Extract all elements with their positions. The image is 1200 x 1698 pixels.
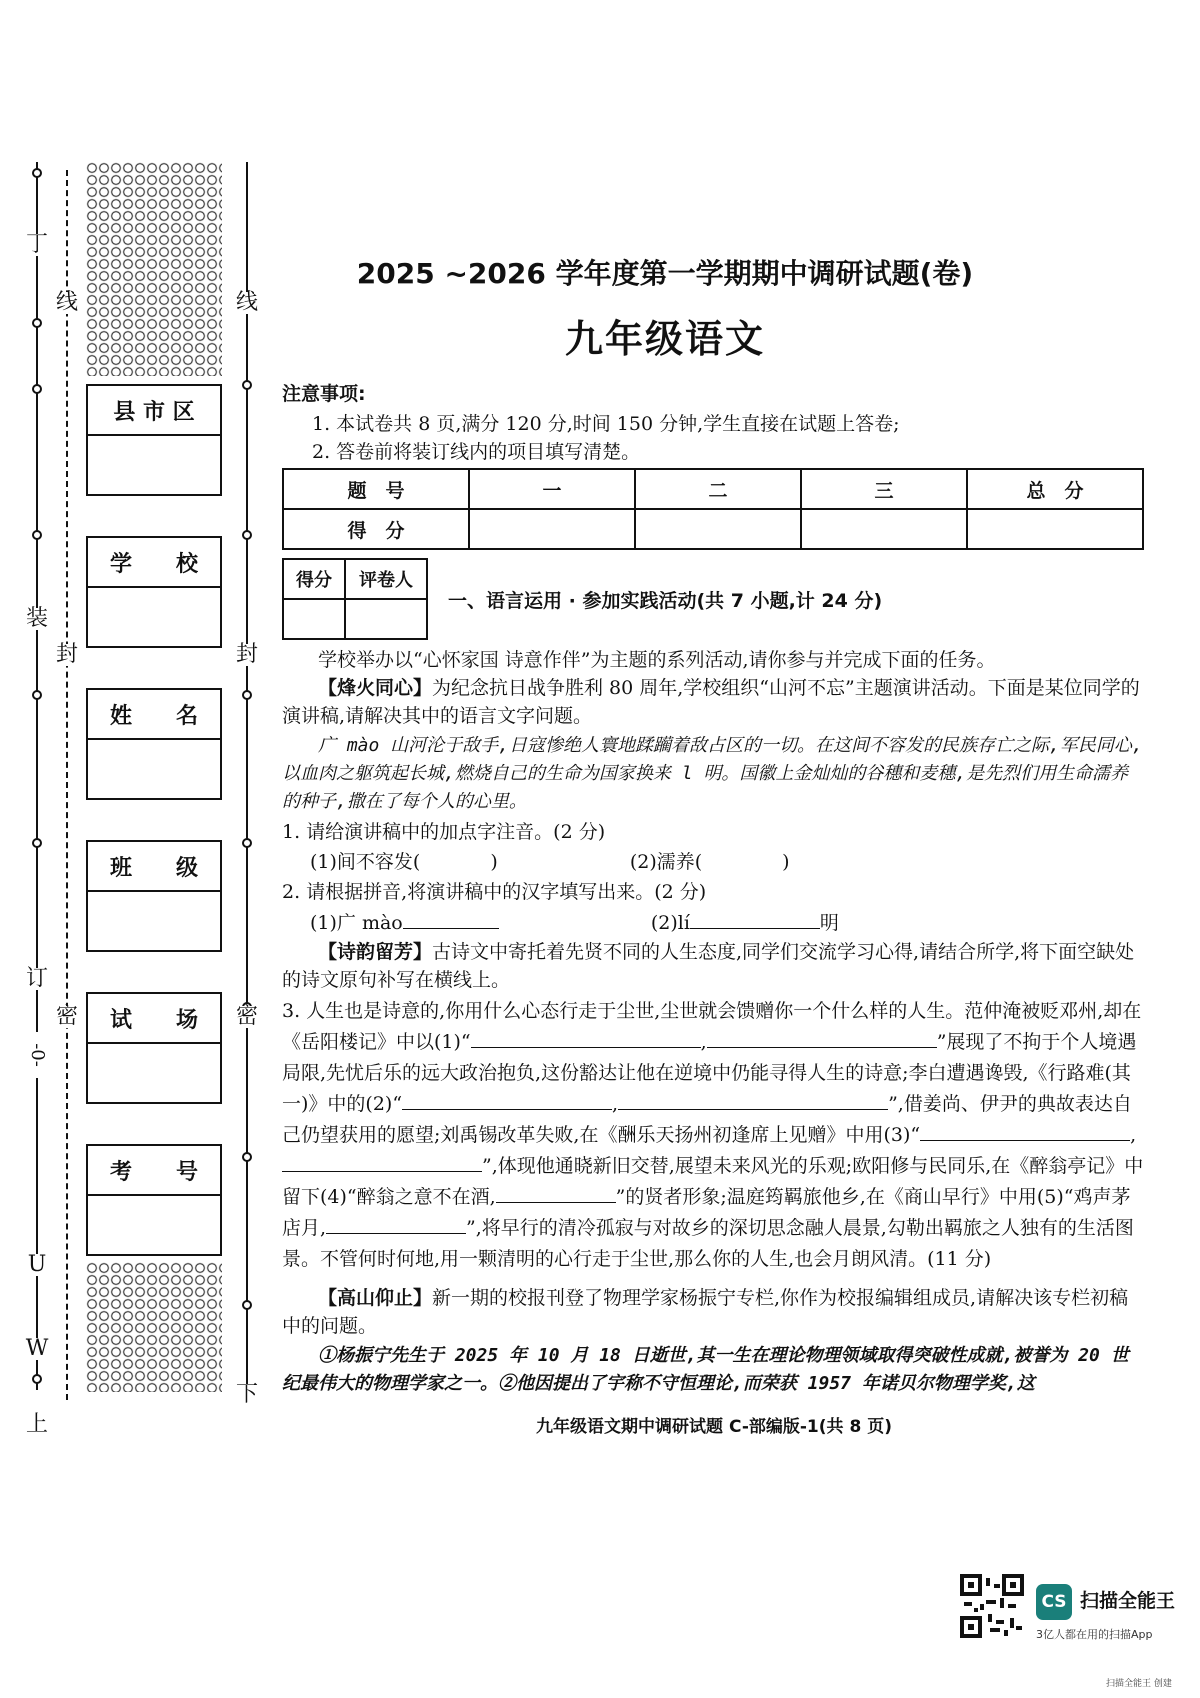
question-1: 1. 请给演讲稿中的加点字注音。(2 分) <box>282 821 606 843</box>
scanner-tagline: 3亿人都在用的扫描App <box>1036 1628 1153 1641</box>
answer-blank[interactable] <box>282 1151 482 1172</box>
inner-binding-line <box>246 162 248 1402</box>
name-field[interactable] <box>86 688 222 800</box>
score-input-cell[interactable] <box>635 509 801 549</box>
grader-table <box>282 558 428 640</box>
margin-char: 封 <box>232 644 262 666</box>
score-input-cell[interactable] <box>469 509 635 549</box>
binding-bead <box>242 838 252 848</box>
exam-subject: 九年级语文 <box>564 317 765 361</box>
class-label: 班 级 <box>88 842 220 892</box>
fire-tag: 【烽火同心】 <box>318 677 433 699</box>
grader-score-cell[interactable] <box>283 599 345 639</box>
scanner-corner-note: 扫描全能王 创建 <box>1106 1679 1172 1689</box>
notice-item: 1. 本试卷共 8 页,满分 120 分,时间 150 分钟,学生直接在试题上答卷; <box>312 413 900 435</box>
score-row-label: 得 分 <box>283 509 469 549</box>
speech-draft: 广 mào 山河沦于敌手,日寇惨绝人寰地蹂躏着敌占区的一切。在这间不容发的民族存亡之际,军民同心,以血肉之躯筑起长城,燃烧自己的生命为国家换来 l 明。国徽上金灿灿的谷穗和麦穗,是先烈们用生命濡养的种子,撒在了每个人的心里。 <box>282 735 1143 812</box>
answer-blank[interactable] <box>618 1089 888 1110</box>
q3-comma: , <box>612 1093 619 1115</box>
answer-blank[interactable] <box>496 1182 616 1203</box>
margin-marker: -0- <box>26 1032 48 1078</box>
q3-text: ”,将早行的清冷孤寂与对故乡的深切思念融人晨景,勾勒出羁旅之人独有的生活图景。不管何时何地,用一颗清明的心行走于尘世,那么你的人生,也会月朗风清。(11 分) <box>282 1217 1134 1270</box>
q3-text: ”的贤者形象;温庭筠羁旅他乡,在《商山早行》中用(5)“鸡声茅店月, <box>282 1186 1131 1239</box>
school-label: 学 校 <box>88 538 220 588</box>
exam-number-field[interactable] <box>86 1144 222 1256</box>
outer-binding-line <box>36 162 38 1390</box>
margin-char: 线 <box>52 292 82 314</box>
q3-text: ”,借姜尚、伊尹的典故表达自己仍望获用的愿望;刘禹锡改革失败,在《酬乐天扬州初逢席上见赠》中用(3)“ <box>282 1093 1132 1146</box>
notice-heading: 注意事项: <box>282 383 366 405</box>
margin-char: 密 <box>52 1006 82 1028</box>
q3-comma: , <box>700 1031 707 1053</box>
question-2-items <box>282 908 1146 937</box>
question-2: 2. 请根据拼音,将演讲稿中的汉字填写出来。(2 分) <box>282 881 707 903</box>
answer-blank[interactable] <box>326 1213 466 1234</box>
q2-item-2: (2)lí <box>650 912 690 934</box>
binding-bead <box>242 530 252 540</box>
answer-blank[interactable] <box>920 1120 1130 1141</box>
name-label: 姓 名 <box>88 690 220 740</box>
paren: ) <box>782 851 790 873</box>
mountain-text: 新一期的校报刊登了物理学家杨振宁专栏,你作为校报编辑组成员,请解决该专栏初稿中的问题。 <box>282 1287 1129 1337</box>
margin-char: 上 <box>22 1414 52 1436</box>
binding-bead <box>32 530 42 540</box>
middle-cut-line <box>66 170 68 1400</box>
margin-char: 装 <box>22 608 52 630</box>
answer-blank[interactable] <box>403 908 499 929</box>
exam-title: 2025 ~2026 学年度第一学期期中调研试题(卷) <box>356 257 974 290</box>
fire-text: 为纪念抗日战争胜利 80 周年,学校组织“山河不忘”主题演讲活动。下面是某位同学的演讲稿,请解决其中的语言文字问题。 <box>282 677 1140 727</box>
exam-number-label: 考 号 <box>88 1146 220 1196</box>
answer-blank[interactable] <box>707 1027 937 1048</box>
section-1-title: 一、语言运用 · 参加实践活动(共 7 小题,计 24 分) <box>448 590 883 612</box>
scanner-app-name: 扫描全能王 <box>1080 1590 1176 1612</box>
mountain-tag: 【高山仰止】 <box>318 1287 433 1309</box>
binding-bead <box>242 1152 252 1162</box>
score-header-cell: 三 <box>801 469 967 509</box>
binding-bead <box>32 1374 42 1384</box>
answer-blank[interactable] <box>471 1027 701 1048</box>
score-header-cell: 二 <box>635 469 801 509</box>
q2-item-1: (1)广 mào <box>310 912 403 934</box>
binding-dot-pattern-bottom <box>86 1262 222 1392</box>
fire-section <box>282 674 1146 730</box>
q3-text: 3. 人生也是诗意的,你用什么心态行走于尘世,尘世就会馈赠你一个什么样的人生。范仲淹被贬邓州,却在《岳阳楼记》中以(1)“ <box>282 1000 1142 1053</box>
school-field[interactable] <box>86 536 222 648</box>
q3-text: ”展现了不拘于个人境遇局限,先忧后乐的远大政治抱负,这份豁达让他在逆境中仍能寻得人生的诗意;李白遭遇谗毁,《行路难(其一)》中的(2)“ <box>282 1031 1137 1115</box>
q2-item-2-tail: 明 <box>819 912 839 934</box>
question-1-items <box>282 848 1146 876</box>
margin-char: 密 <box>232 1006 262 1028</box>
poem-text: 古诗文中寄托着先贤不同的人生态度,同学们交流学习心得,请结合所学,将下面空缺处的诗文原句补写在横线上。 <box>282 941 1135 991</box>
binding-bead <box>242 1300 252 1310</box>
score-table <box>282 468 1144 550</box>
grader-score-label: 得分 <box>283 559 345 599</box>
poem-section <box>282 938 1146 994</box>
grader-name-cell[interactable] <box>345 599 427 639</box>
margin-char: 封 <box>52 644 82 666</box>
score-input-cell[interactable] <box>967 509 1143 549</box>
score-input-cell[interactable] <box>801 509 967 549</box>
margin-char: 订 <box>22 968 52 990</box>
score-header-cell: 题 号 <box>283 469 469 509</box>
binding-bead <box>32 384 42 394</box>
qr-code-icon <box>960 1574 1024 1638</box>
binding-bead <box>32 838 42 848</box>
page-footer: 九年级语文期中调研试题 C-部编版-1(共 8 页) <box>536 1417 892 1437</box>
county-field[interactable] <box>86 384 222 496</box>
q3-comma: , <box>1130 1124 1137 1146</box>
exam-room-label: 试 场 <box>88 994 220 1044</box>
margin-char: 丁 <box>22 234 52 256</box>
notice-item: 2. 答卷前将装订线内的项目填写清楚。 <box>312 441 641 463</box>
margin-char: U <box>22 1254 52 1276</box>
margin-char: 下 <box>232 1384 262 1406</box>
binding-bead <box>32 168 42 178</box>
binding-bead <box>32 690 42 700</box>
q1-item-2: (2)濡养( <box>629 851 703 873</box>
county-label: 县 市 区 <box>88 386 220 436</box>
binding-bead <box>32 318 42 328</box>
column-draft: ①杨振宁先生于 2025 年 10 月 18 日逝世,其一生在理论物理领域取得突破性成就,被誉为 20 世纪最伟大的物理学家之一。②他因提出了宇称不守恒理论,而荣获 1957 年诺贝尔物理学奖,这 <box>282 1345 1129 1394</box>
binding-bead <box>242 690 252 700</box>
binding-dot-pattern-top <box>86 162 222 376</box>
class-field[interactable] <box>86 840 222 952</box>
answer-blank[interactable] <box>690 908 820 929</box>
grader-name-label: 评卷人 <box>345 559 427 599</box>
q1-item-1: (1)间不容发( <box>310 851 421 873</box>
margin-char: W <box>22 1338 52 1360</box>
mountain-section <box>282 1284 1146 1340</box>
q3-text: ”,体现他通晓新旧交替,展望未来风光的乐观;欧阳修与民同乐,在《醉翁亭记》中留下(4)“醉翁之意不在酒, <box>282 1155 1144 1208</box>
binding-bead <box>242 380 252 390</box>
paren: ) <box>490 851 498 873</box>
score-header-cell: 一 <box>469 469 635 509</box>
answer-blank[interactable] <box>402 1089 612 1110</box>
score-header-cell: 总 分 <box>967 469 1143 509</box>
poem-tag: 【诗韵留芳】 <box>318 941 433 963</box>
camscanner-logo: CS <box>1036 1584 1072 1620</box>
exam-room-field[interactable] <box>86 992 222 1104</box>
intro-paragraph: 学校举办以“心怀家国 诗意作伴”为主题的系列活动,请你参与并完成下面的任务。 <box>318 649 996 671</box>
margin-char: 线 <box>232 292 262 314</box>
question-3 <box>282 996 1146 1275</box>
